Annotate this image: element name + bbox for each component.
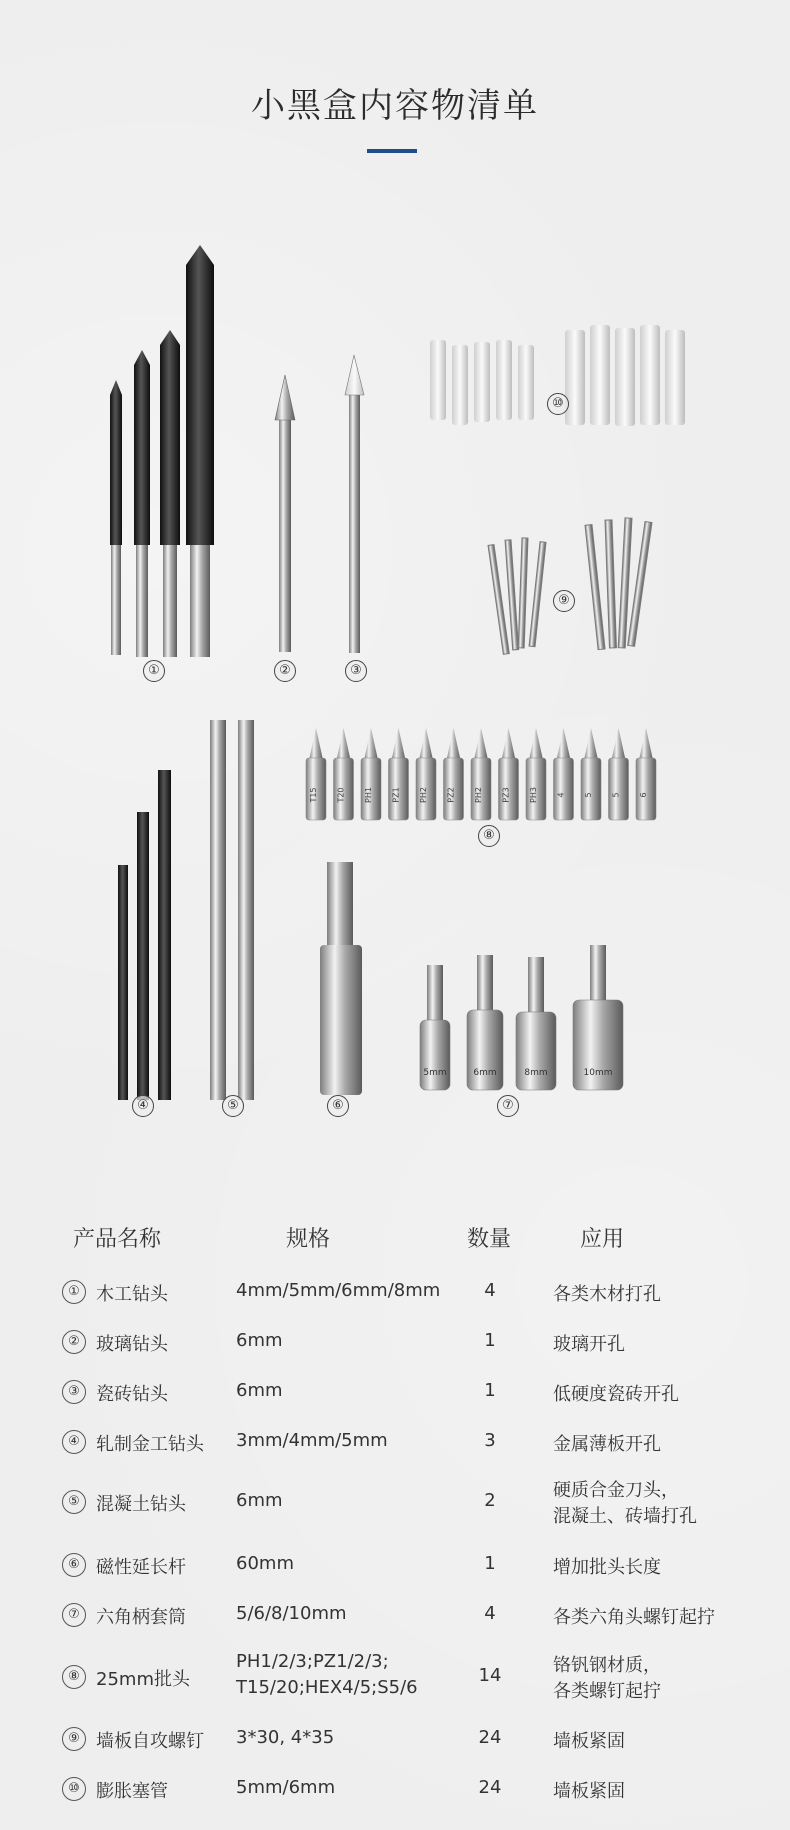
row-use: 各类六角头螺钉起拧	[553, 1607, 715, 1628]
row-qty: 3	[484, 1430, 496, 1451]
label-9: ⑨	[553, 590, 575, 612]
label-2: ②	[274, 660, 296, 682]
row-spec: 3mm/4mm/5mm	[236, 1430, 388, 1451]
row-number: ⑧	[62, 1665, 86, 1689]
screwdriver-bit	[416, 728, 436, 820]
bit-label: T20	[336, 787, 346, 803]
bit-label: 5	[611, 792, 621, 798]
row-use: 墙板紧固	[553, 1781, 625, 1802]
label-7: ⑦	[497, 1095, 519, 1117]
row-qty: 4	[484, 1603, 496, 1624]
screwdriver-bit	[581, 728, 601, 820]
header-name: 产品名称	[73, 1227, 162, 1252]
concrete-drill-bits	[210, 720, 254, 1100]
row-use: 铬钒钢材质，	[553, 1655, 661, 1676]
hex-socket	[516, 957, 556, 1090]
hex-socket	[467, 955, 503, 1090]
bit-label: PH1	[364, 787, 373, 803]
row-qty: 1	[484, 1330, 496, 1351]
row-spec: 6mm	[236, 1490, 283, 1511]
screwdriver-bits	[306, 728, 656, 820]
screwdriver-bit	[526, 728, 546, 820]
row-qty: 14	[478, 1665, 502, 1686]
hex-socket	[420, 965, 450, 1090]
row-use-line2: 各类螺钉起拧	[553, 1681, 661, 1702]
bit-label: 4	[556, 792, 566, 798]
row-number: ④	[62, 1430, 86, 1454]
row-spec: 5mm/6mm	[236, 1777, 336, 1798]
screwdriver-bit	[306, 728, 326, 820]
page-title: 小黑盒内容物清单	[251, 86, 539, 126]
table-header	[0, 1222, 790, 1258]
bit-label: PH2	[419, 787, 428, 803]
row-use: 增加批头长度	[553, 1557, 661, 1578]
row-number: ⑥	[62, 1553, 86, 1577]
screwdriver-bit	[471, 728, 491, 820]
label-4: ④	[132, 1095, 154, 1117]
screwdriver-bit	[636, 728, 656, 820]
row-number: ⑦	[62, 1603, 86, 1627]
socket-size-label: 8mm	[524, 1068, 548, 1078]
row-use: 玻璃开孔	[553, 1334, 625, 1355]
label-3: ③	[345, 660, 367, 682]
label-1: ①	[143, 660, 165, 682]
row-spec: PH1/2/3;PZ1/2/3;	[236, 1651, 389, 1672]
hex-socket	[573, 945, 623, 1090]
magnetic-extension	[320, 862, 362, 1095]
screwdriver-bit	[334, 728, 354, 820]
label-6: ⑥	[327, 1095, 349, 1117]
screwdriver-bit	[444, 728, 464, 820]
header-spec: 规格	[286, 1227, 331, 1252]
screwdriver-bit	[389, 728, 409, 820]
bit-label: PZ1	[391, 787, 401, 803]
row-qty: 4	[484, 1280, 496, 1301]
screwdriver-bit	[609, 728, 629, 820]
row-use: 硬质合金刀头，	[553, 1480, 679, 1501]
label-5: ⑤	[222, 1095, 244, 1117]
row-spec: 5/6/8/10mm	[236, 1603, 347, 1624]
bit-label: PH2	[474, 787, 483, 803]
socket-size-label: 6mm	[473, 1068, 497, 1078]
row-number: ⑨	[62, 1727, 86, 1751]
row-use-line2: 混凝土、砖墙打孔	[553, 1506, 697, 1527]
row-name: 六角柄套筒	[96, 1607, 186, 1628]
row-name: 木工钻头	[96, 1284, 168, 1305]
row-number: ①	[62, 1280, 86, 1304]
socket-size-label: 10mm	[583, 1068, 613, 1078]
row-use: 金属薄板开孔	[553, 1434, 661, 1455]
row-name: 墙板自攻螺钉	[96, 1731, 204, 1752]
glass-drill-bit	[275, 375, 295, 652]
row-qty: 2	[484, 1490, 496, 1511]
socket-size-label: 5mm	[423, 1068, 447, 1078]
row-name: 膨胀塞管	[96, 1781, 168, 1802]
metal-drill-bits	[118, 770, 171, 1100]
row-spec: 6mm	[236, 1380, 283, 1401]
label-10: ⑩	[547, 393, 569, 415]
row-spec-line2: T15/20;HEX4/5;S5/6	[236, 1677, 418, 1698]
row-spec: 60mm	[236, 1553, 294, 1574]
row-name: 磁性延长杆	[96, 1557, 186, 1578]
bit-label: PZ3	[501, 787, 511, 803]
bit-label: PZ2	[446, 787, 456, 803]
screwdriver-bit	[361, 728, 381, 820]
row-number: ⑤	[62, 1490, 86, 1514]
row-name: 瓷砖钻头	[96, 1384, 168, 1405]
row-name: 轧制金工钻头	[96, 1434, 204, 1455]
bit-label: PH3	[529, 787, 538, 803]
row-number: ⑩	[62, 1777, 86, 1801]
row-qty: 1	[484, 1553, 496, 1574]
row-spec: 3*30, 4*35	[236, 1727, 335, 1748]
row-use: 墙板紧固	[553, 1731, 625, 1752]
bit-label: 5	[584, 792, 593, 798]
bit-label: T15	[309, 787, 318, 803]
row-use: 各类木材打孔	[553, 1284, 661, 1305]
screwdriver-bit	[554, 728, 574, 820]
row-qty: 24	[478, 1777, 502, 1798]
row-name: 混凝土钻头	[96, 1494, 186, 1515]
screwdriver-bit	[499, 728, 519, 820]
row-spec: 6mm	[236, 1330, 283, 1351]
wood-drill-bits	[110, 245, 214, 657]
row-use: 低硬度瓷砖开孔	[553, 1384, 679, 1405]
hex-sockets	[420, 945, 623, 1090]
wall-screws	[488, 518, 652, 655]
header-qty: 数量	[467, 1227, 512, 1252]
bit-label: 6	[639, 792, 648, 798]
row-name: 25mm批头	[96, 1669, 190, 1690]
row-qty: 1	[484, 1380, 496, 1401]
row-number: ③	[62, 1380, 86, 1404]
row-name: 玻璃钻头	[96, 1334, 168, 1355]
row-spec: 4mm/5mm/6mm/8mm	[236, 1280, 441, 1301]
tile-drill-bit	[345, 355, 364, 653]
row-number: ②	[62, 1330, 86, 1354]
row-qty: 24	[478, 1727, 502, 1748]
header-use: 应用	[580, 1227, 625, 1252]
label-8: ⑧	[478, 825, 500, 847]
